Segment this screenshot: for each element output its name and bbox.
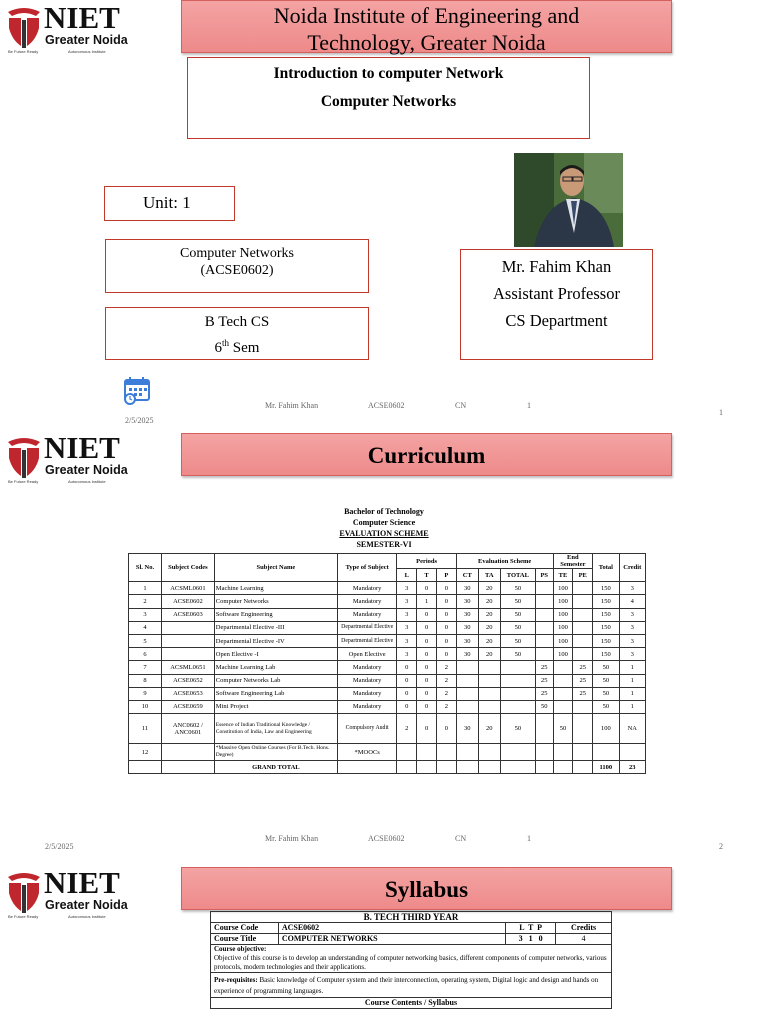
calendar-icon xyxy=(122,376,152,406)
col-end: End Semester xyxy=(553,554,593,569)
credits-value: 4 xyxy=(556,934,612,945)
cell-p: 2 xyxy=(436,687,456,700)
cell-code xyxy=(162,621,215,634)
cell-name: *Massive Open Online Courses (For B.Tech. Hons. Degree) xyxy=(214,744,337,761)
cell-ta xyxy=(478,661,500,674)
course-title-value: COMPUTER NETWORKS xyxy=(278,934,505,945)
cell-sl: 8 xyxy=(129,674,162,687)
logo-sub: Greater Noida xyxy=(45,898,128,912)
cell-sl: 5 xyxy=(129,634,162,647)
cell-pe xyxy=(573,595,593,608)
cell-l xyxy=(397,744,417,761)
logo-brand: NIET xyxy=(44,430,120,465)
niet-emblem-icon xyxy=(6,436,42,480)
cell-te xyxy=(553,744,573,761)
faculty-dept: CS Department xyxy=(505,311,608,330)
cell-p: 2 xyxy=(436,661,456,674)
person-photo xyxy=(514,153,623,247)
col-credit: Credit xyxy=(619,554,645,582)
cell-name: Machine Learning xyxy=(214,582,337,595)
cell-ps xyxy=(535,634,553,647)
institute-name: Noida Institute of Engineering and Technology, Greater Noida xyxy=(273,3,580,55)
cell-type: Mandatory xyxy=(337,582,396,595)
cell-pe xyxy=(573,621,593,634)
cell-te: 50 xyxy=(553,714,573,744)
cell-tot: 50 xyxy=(500,648,535,661)
cell-tot: 50 xyxy=(500,621,535,634)
cell-ct: 30 xyxy=(456,595,478,608)
col-te: TE xyxy=(553,569,573,582)
topic-line-1: Introduction to computer Network xyxy=(273,65,504,82)
cell-pe xyxy=(573,700,593,713)
cell-name: Departmental Elective -IV xyxy=(214,634,337,647)
logo-autonomous: Autonomous Institute xyxy=(68,914,106,919)
cell-ct xyxy=(456,744,478,761)
niet-logo xyxy=(6,430,136,486)
cell-te xyxy=(553,674,573,687)
footer-date: 2/5/2025 xyxy=(45,842,74,851)
evaluation-table xyxy=(128,553,646,774)
cell-type: Departmental Elective xyxy=(337,634,396,647)
cell-sl: 10 xyxy=(129,700,162,713)
cell-pe: 25 xyxy=(573,661,593,674)
cell-ta: 20 xyxy=(478,621,500,634)
objective-label: Course objective: xyxy=(214,945,267,953)
cell-ta: 20 xyxy=(478,582,500,595)
cell-credit: 1 xyxy=(619,687,645,700)
curr-head-2: Computer Science xyxy=(352,518,416,527)
cell-name: Software Engineering Lab xyxy=(214,687,337,700)
cell-sl: 12 xyxy=(129,744,162,761)
cell-name: Departmental Elective -III xyxy=(214,621,337,634)
footer-subject: CN xyxy=(455,834,467,843)
syllabus-year: B. TECH THIRD YEAR xyxy=(211,912,612,923)
footer-name: Mr. Fahim Khan xyxy=(265,401,319,410)
cell-name: Software Engineering xyxy=(214,608,337,621)
cell-type: *MOOCs xyxy=(337,744,396,761)
col-eval: Evaluation Scheme xyxy=(456,554,553,569)
grand-total-value: 1100 xyxy=(593,761,619,774)
cell-code: ACSE0653 xyxy=(162,687,215,700)
col-ps: PS xyxy=(535,569,553,582)
niet-emblem-icon xyxy=(6,6,42,50)
topic-box xyxy=(187,57,590,139)
cell-te xyxy=(553,700,573,713)
cell-t: 0 xyxy=(417,674,437,687)
cell-ta xyxy=(478,744,500,761)
cell-p: 0 xyxy=(436,595,456,608)
cell-total: 50 xyxy=(593,661,619,674)
faculty-box xyxy=(460,249,653,360)
footer-date: 2/5/2025 xyxy=(125,416,154,425)
cell-ps: 25 xyxy=(535,674,553,687)
cell-name: Computer Networks Lab xyxy=(214,674,337,687)
table-row xyxy=(129,648,646,661)
cell-type: Mandatory xyxy=(337,595,396,608)
cell-sl: 6 xyxy=(129,648,162,661)
program-name: B Tech CS xyxy=(204,314,270,330)
cell-ta: 20 xyxy=(478,608,500,621)
cell-pe xyxy=(573,608,593,621)
niet-logo xyxy=(6,0,136,56)
cell-ct: 30 xyxy=(456,634,478,647)
col-type: Type of Subject xyxy=(337,554,396,582)
cell-l: 3 xyxy=(397,582,417,595)
cell-t: 0 xyxy=(417,621,437,634)
table-row xyxy=(129,674,646,687)
cell-ps xyxy=(535,648,553,661)
cell-credit: 1 xyxy=(619,661,645,674)
col-l: L xyxy=(397,569,417,582)
course-code-value: ACSE0602 xyxy=(278,923,505,934)
syllabus-table xyxy=(210,911,612,1009)
cell-pe xyxy=(573,582,593,595)
cell-t: 0 xyxy=(417,582,437,595)
slide-2 xyxy=(0,430,768,855)
cell-credit xyxy=(619,744,645,761)
program-box xyxy=(105,307,369,360)
cell-total: 150 xyxy=(593,608,619,621)
slide-title: Syllabus xyxy=(384,877,469,902)
cell-ps xyxy=(535,621,553,634)
unit-label: Unit: 1 xyxy=(143,193,191,212)
col-code: Subject Codes xyxy=(162,554,215,582)
cell-type: Mandatory xyxy=(337,687,396,700)
curr-head-3: EVALUATION SCHEME xyxy=(339,529,429,538)
cell-ps xyxy=(535,714,553,744)
table-row xyxy=(129,582,646,595)
cell-sl: 4 xyxy=(129,621,162,634)
credits-label: Credits xyxy=(556,923,612,934)
cell-te: 100 xyxy=(553,582,573,595)
faculty-photo xyxy=(514,153,623,247)
cell-type: Departmental Elective xyxy=(337,621,396,634)
cell-sl: 9 xyxy=(129,687,162,700)
cell-code: ACSE0652 xyxy=(162,674,215,687)
cell-credit: NA xyxy=(619,714,645,744)
cell-l: 3 xyxy=(397,621,417,634)
cell-t xyxy=(417,744,437,761)
col-periods: Periods xyxy=(397,554,456,569)
cell-t: 0 xyxy=(417,687,437,700)
cell-ta xyxy=(478,700,500,713)
cell-p: 0 xyxy=(436,648,456,661)
cell-p: 0 xyxy=(436,714,456,744)
cell-ta: 20 xyxy=(478,648,500,661)
logo-brand: NIET xyxy=(44,0,120,35)
table-row xyxy=(129,700,646,713)
logo-brand: NIET xyxy=(44,865,120,900)
subject-code: (ACSE0602) xyxy=(200,263,274,278)
cell-te xyxy=(553,687,573,700)
cell-l: 0 xyxy=(397,661,417,674)
cell-total: 50 xyxy=(593,687,619,700)
syllabus-title-bar xyxy=(181,867,672,910)
cell-ta xyxy=(478,687,500,700)
cell-name: Mini Project xyxy=(214,700,337,713)
curriculum-title-bar xyxy=(181,433,672,476)
unit-box xyxy=(104,186,235,221)
cell-t: 1 xyxy=(417,595,437,608)
niet-logo xyxy=(6,865,136,921)
cell-tot xyxy=(500,661,535,674)
faculty-title: Assistant Professor xyxy=(493,284,620,303)
page-number: 1 xyxy=(719,408,723,417)
cell-ta: 20 xyxy=(478,595,500,608)
cell-ct xyxy=(456,661,478,674)
curr-head-4: SEMESTER-VI xyxy=(356,540,412,549)
cell-credit: 3 xyxy=(619,608,645,621)
cell-ct: 30 xyxy=(456,648,478,661)
curr-head-1: Bachelor of Technology xyxy=(344,507,424,516)
table-row xyxy=(129,687,646,700)
cell-total: 150 xyxy=(593,648,619,661)
prerequisites xyxy=(211,973,612,998)
logo-autonomous: Autonomous Institute xyxy=(68,479,106,484)
cell-credit: 3 xyxy=(619,648,645,661)
ltp-value: 3 1 0 xyxy=(506,934,556,945)
cell-credit: 1 xyxy=(619,674,645,687)
col-ct: CT xyxy=(456,569,478,582)
table-row xyxy=(129,608,646,621)
cell-code xyxy=(162,634,215,647)
cell-p: 0 xyxy=(436,608,456,621)
col-tot: TOTAL xyxy=(500,569,535,582)
cell-sl: 2 xyxy=(129,595,162,608)
objective-text: Objective of this course is to develop an understanding of computer networking basics, different components of computer networks, various protocols, modern technologies and their applications. xyxy=(214,954,607,971)
cell-total: 150 xyxy=(593,634,619,647)
cell-ct: 30 xyxy=(456,621,478,634)
cell-total: 150 xyxy=(593,595,619,608)
cell-te: 100 xyxy=(553,621,573,634)
prereq-text: Basic knowledge of Computer system and their interconnection, operating system, Digital logic and design and hands on experience of programming languages. xyxy=(214,976,599,995)
cell-ps xyxy=(535,608,553,621)
table-row xyxy=(129,661,646,674)
cell-ta xyxy=(478,674,500,687)
cell-ta: 20 xyxy=(478,634,500,647)
subject-name: Computer Networks xyxy=(180,246,294,261)
grand-total-label: GRAND TOTAL xyxy=(214,761,337,774)
cell-type: Mandatory xyxy=(337,674,396,687)
cell-total: 150 xyxy=(593,582,619,595)
cell-code: ACSE0602 xyxy=(162,595,215,608)
cell-pe xyxy=(573,744,593,761)
cell-total: 150 xyxy=(593,621,619,634)
cell-p: 2 xyxy=(436,674,456,687)
cell-l: 3 xyxy=(397,648,417,661)
cell-ct xyxy=(456,687,478,700)
cell-te: 100 xyxy=(553,634,573,647)
semester-label: 6th Sem xyxy=(214,338,260,356)
footer-unit: 1 xyxy=(527,834,531,843)
logo-sub: Greater Noida xyxy=(45,33,128,47)
cell-code: ANC0602 / ANC0601 xyxy=(162,714,215,744)
cell-pe xyxy=(573,714,593,744)
cell-ps: 50 xyxy=(535,700,553,713)
cell-code xyxy=(162,744,215,761)
cell-total: 50 xyxy=(593,674,619,687)
cell-te xyxy=(553,661,573,674)
cell-credit: 3 xyxy=(619,634,645,647)
cell-l: 0 xyxy=(397,687,417,700)
cell-l: 2 xyxy=(397,714,417,744)
cell-l: 3 xyxy=(397,595,417,608)
cell-t: 0 xyxy=(417,634,437,647)
table-row xyxy=(129,621,646,634)
col-pe: PE xyxy=(573,569,593,582)
table-row xyxy=(129,634,646,647)
cell-type: Compulsory Audit xyxy=(337,714,396,744)
cell-t: 0 xyxy=(417,648,437,661)
cell-credit: 1 xyxy=(619,700,645,713)
grand-total-row xyxy=(129,761,646,774)
cell-ct: 30 xyxy=(456,714,478,744)
cell-sl: 3 xyxy=(129,608,162,621)
col-t: T xyxy=(417,569,437,582)
cell-l: 3 xyxy=(397,634,417,647)
cell-ps xyxy=(535,595,553,608)
cell-te: 100 xyxy=(553,608,573,621)
cell-name: Open Elective -I xyxy=(214,648,337,661)
cell-pe xyxy=(573,648,593,661)
slide-3 xyxy=(0,855,768,1024)
footer-code: ACSE0602 xyxy=(368,401,405,410)
course-objective xyxy=(211,945,612,973)
cell-code: ACSE0659 xyxy=(162,700,215,713)
slide-title: Curriculum xyxy=(367,443,486,468)
cell-name: Essence of Indian Traditional Knowledge / Constitution of India, Law and Engineering xyxy=(214,714,337,744)
cell-pe: 25 xyxy=(573,687,593,700)
footer-code: ACSE0602 xyxy=(368,834,405,843)
cell-pe: 25 xyxy=(573,674,593,687)
ltp-label: L T P xyxy=(506,923,556,934)
cell-tot: 50 xyxy=(500,714,535,744)
cell-tot xyxy=(500,674,535,687)
niet-emblem-icon xyxy=(6,871,42,915)
cell-sl: 1 xyxy=(129,582,162,595)
cell-sl: 11 xyxy=(129,714,162,744)
cell-te: 100 xyxy=(553,595,573,608)
cell-p: 0 xyxy=(436,634,456,647)
cell-ps xyxy=(535,744,553,761)
cell-l: 0 xyxy=(397,700,417,713)
faculty-name: Mr. Fahim Khan xyxy=(501,257,612,276)
cell-code xyxy=(162,648,215,661)
logo-autonomous: Autonomous Institute xyxy=(68,49,106,54)
footer-unit: 1 xyxy=(527,401,531,410)
cell-tot: 50 xyxy=(500,634,535,647)
subject-box xyxy=(105,239,369,293)
cell-code: ACSE0603 xyxy=(162,608,215,621)
slide-1 xyxy=(0,0,768,430)
course-code-label: Course Code xyxy=(211,923,279,934)
logo-tagline: Be Future Ready xyxy=(8,914,39,919)
table-row xyxy=(129,744,646,761)
cell-credit: 3 xyxy=(619,621,645,634)
page-number: 2 xyxy=(719,842,723,851)
cell-credit: 4 xyxy=(619,595,645,608)
course-title-label: Course Title xyxy=(211,934,279,945)
col-p: P xyxy=(436,569,456,582)
col-name: Subject Name xyxy=(214,554,337,582)
table-row xyxy=(129,595,646,608)
cell-type: Mandatory xyxy=(337,700,396,713)
topic-line-2: Computer Networks xyxy=(320,93,457,110)
prereq-label: Pre-requisites: xyxy=(214,976,258,984)
cell-total: 100 xyxy=(593,714,619,744)
cell-p: 0 xyxy=(436,621,456,634)
cell-ps: 25 xyxy=(535,687,553,700)
table-row xyxy=(129,714,646,744)
col-sl: Sl. No. xyxy=(129,554,162,582)
cell-code: ACSML0601 xyxy=(162,582,215,595)
cell-ps: 25 xyxy=(535,661,553,674)
cell-tot xyxy=(500,700,535,713)
cell-credit: 3 xyxy=(619,582,645,595)
cell-tot: 50 xyxy=(500,582,535,595)
cell-tot xyxy=(500,687,535,700)
cell-ct: 30 xyxy=(456,608,478,621)
cell-ct xyxy=(456,674,478,687)
cell-tot: 50 xyxy=(500,608,535,621)
course-contents-label: Course Contents / Syllabus xyxy=(211,998,612,1009)
cell-ct xyxy=(456,700,478,713)
col-ta: TA xyxy=(478,569,500,582)
cell-t: 0 xyxy=(417,714,437,744)
col-total: Total xyxy=(593,554,619,582)
cell-t: 0 xyxy=(417,608,437,621)
cell-l: 0 xyxy=(397,674,417,687)
cell-t: 0 xyxy=(417,661,437,674)
cell-sl: 7 xyxy=(129,661,162,674)
cell-ps xyxy=(535,582,553,595)
grand-credit-value: 23 xyxy=(619,761,645,774)
footer-subject: CN xyxy=(455,401,467,410)
cell-p xyxy=(436,744,456,761)
cell-name: Computer Networks xyxy=(214,595,337,608)
cell-type: Mandatory xyxy=(337,608,396,621)
cell-total xyxy=(593,744,619,761)
cell-p: 2 xyxy=(436,700,456,713)
cell-name: Machine Learning Lab xyxy=(214,661,337,674)
cell-l: 3 xyxy=(397,608,417,621)
cell-ta: 20 xyxy=(478,714,500,744)
cell-code: ACSML0651 xyxy=(162,661,215,674)
cell-tot: 50 xyxy=(500,595,535,608)
institute-title-bar xyxy=(181,0,672,53)
cell-ct: 30 xyxy=(456,582,478,595)
cell-type: Mandatory xyxy=(337,661,396,674)
cell-tot xyxy=(500,744,535,761)
logo-tagline: Be Future Ready xyxy=(8,49,39,54)
cell-total: 50 xyxy=(593,700,619,713)
cell-pe xyxy=(573,634,593,647)
cell-type: Open Elective xyxy=(337,648,396,661)
cell-te: 100 xyxy=(553,648,573,661)
footer-name: Mr. Fahim Khan xyxy=(265,834,319,843)
logo-sub: Greater Noida xyxy=(45,463,128,477)
cell-t: 0 xyxy=(417,700,437,713)
cell-p: 0 xyxy=(436,582,456,595)
logo-tagline: Be Future Ready xyxy=(8,479,39,484)
